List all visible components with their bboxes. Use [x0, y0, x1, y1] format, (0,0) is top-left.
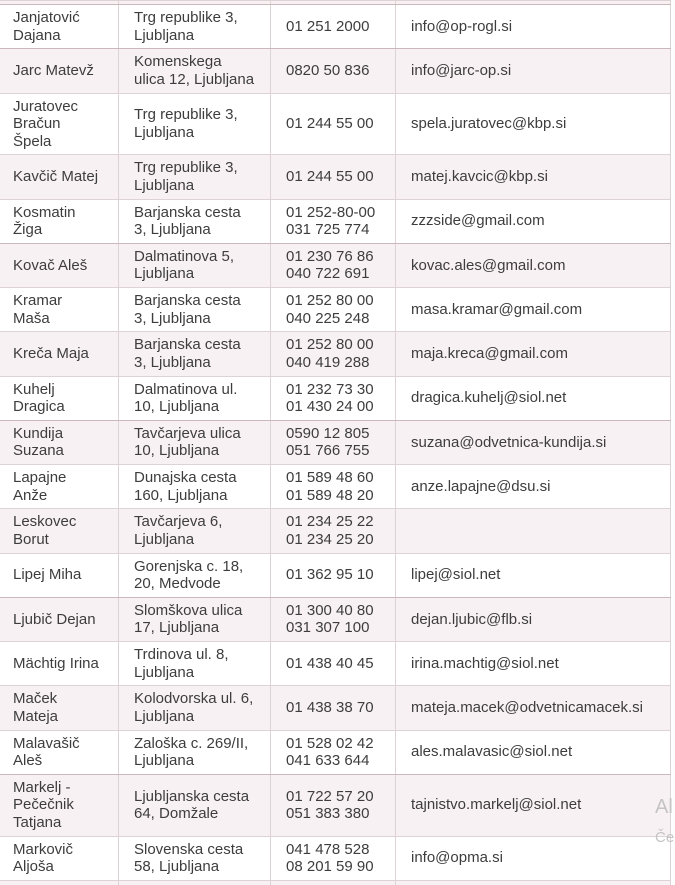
phone-text: 040 225 248 [286, 309, 370, 327]
phone-cell [271, 730, 396, 774]
table-cell [396, 880, 671, 885]
phone-cell [271, 243, 396, 287]
phone-cell [271, 836, 396, 880]
name-cell [0, 243, 119, 287]
phone-text: 01 234 25 20 [286, 530, 374, 548]
name-text: Lapajne [13, 469, 67, 487]
phone-text: 01 528 02 42 [286, 734, 374, 752]
address-text: Trg republike 3, [134, 159, 238, 177]
name-text: Ljubič Dejan [13, 610, 96, 628]
phone-cell [271, 288, 396, 332]
windows-activation-watermark-subtitle: Če [655, 829, 675, 846]
email-cell [396, 686, 671, 730]
name-cell [0, 376, 119, 420]
address-text: Ljubljana [134, 26, 195, 44]
phone-text: 01 589 48 60 [286, 469, 374, 487]
name-cell [0, 288, 119, 332]
address-text: 3, Ljubljana [134, 221, 211, 239]
email-cell [396, 836, 671, 880]
address-cell [119, 836, 271, 880]
address-text: Slomškova ulica [134, 601, 243, 619]
phone-text: 0820 50 836 [286, 62, 370, 80]
address-cell [119, 93, 271, 155]
table-cell [0, 880, 119, 885]
address-text: Dalmatinova ul. [134, 380, 238, 398]
email-cell [396, 243, 671, 287]
address-cell [119, 155, 271, 199]
address-text: 3, Ljubljana [134, 309, 211, 327]
address-text: Slovenska cesta [134, 840, 244, 858]
address-text: Tavčarjeva 6, [134, 513, 223, 531]
phone-cell [271, 155, 396, 199]
address-text: 10, Ljubljana [134, 442, 220, 460]
table-row [0, 5, 671, 49]
table-row [0, 288, 671, 332]
email-cell [396, 376, 671, 420]
email-cell [396, 553, 671, 597]
address-cell [119, 774, 271, 836]
table-row [0, 597, 671, 641]
address-cell [119, 553, 271, 597]
name-cell [0, 597, 119, 641]
name-text: Tatjana [13, 813, 62, 831]
table-row-partial [0, 880, 671, 885]
phone-cell [271, 199, 396, 243]
phone-cell [271, 465, 396, 509]
email-cell [396, 288, 671, 332]
address-text: Ljubljana [134, 752, 195, 770]
email-link[interactable]: mateja.macek@odvetnicamacek.si [411, 699, 643, 717]
phone-cell [271, 93, 396, 155]
name-cell [0, 420, 119, 464]
table-cell [271, 880, 396, 885]
address-text: Barjanska cesta [134, 203, 241, 221]
address-text: Dunajska cesta [134, 469, 237, 487]
address-text: Tavčarjeva ulica [134, 424, 241, 442]
phone-cell [271, 686, 396, 730]
email-link[interactable]: info@op-rogl.si [411, 17, 513, 35]
table-cell [119, 880, 271, 885]
address-text: Trg republike 3, [134, 9, 238, 27]
phone-text: 031 725 774 [286, 221, 370, 239]
phone-text: 031 307 100 [286, 619, 370, 637]
phone-cell [271, 332, 396, 376]
phone-text: 051 383 380 [286, 805, 370, 823]
name-cell [0, 332, 119, 376]
phone-cell [271, 774, 396, 836]
address-text: Trg republike 3, [134, 106, 238, 124]
address-text: Gorenjska c. 18, [134, 557, 244, 575]
email-cell [396, 332, 671, 376]
name-cell [0, 509, 119, 553]
phone-cell [271, 49, 396, 93]
phone-cell [271, 420, 396, 464]
name-text: Kreča Maja [13, 345, 89, 363]
phone-cell [271, 642, 396, 686]
address-cell [119, 5, 271, 49]
name-text: Markovič [13, 840, 74, 858]
name-text: Aleš [13, 752, 43, 770]
name-text: Špela [13, 132, 52, 150]
address-text: Trdinova ul. 8, [134, 646, 229, 664]
name-text: Aljoša [13, 858, 54, 876]
phone-text: 01 430 24 00 [286, 398, 374, 416]
name-cell [0, 553, 119, 597]
address-text: Zaloška c. 269/II, [134, 734, 249, 752]
phone-text: 08 201 59 90 [286, 858, 374, 876]
name-cell [0, 5, 119, 49]
name-text: Bračun [13, 115, 61, 133]
email-link[interactable]: matej.kavcic@kbp.si [411, 168, 548, 186]
email-link[interactable]: irina.machtig@siol.net [411, 654, 559, 672]
table-row [0, 553, 671, 597]
email-link[interactable]: info@opma.si [411, 849, 503, 867]
phone-text: 01 244 55 00 [286, 168, 374, 186]
name-cell [0, 199, 119, 243]
phone-text: 041 478 528 [286, 840, 370, 858]
table-row [0, 155, 671, 199]
email-cell [396, 5, 671, 49]
phone-text: 01 252-80-00 [286, 203, 376, 221]
phone-cell [271, 553, 396, 597]
name-text: Leskovec [13, 513, 77, 531]
address-text: Barjanska cesta [134, 336, 241, 354]
email-link[interactable]: maja.kreca@gmail.com [411, 345, 568, 363]
phone-cell [271, 5, 396, 49]
table-row [0, 243, 671, 287]
phone-text: 01 251 2000 [286, 17, 370, 35]
address-text: Ljubljanska cesta [134, 787, 250, 805]
name-cell [0, 93, 119, 155]
name-text: Kramar [13, 292, 63, 310]
table-row [0, 376, 671, 420]
address-text: Dalmatinova 5, [134, 247, 235, 265]
address-cell [119, 332, 271, 376]
name-text: Kosmatin [13, 203, 76, 221]
table-row [0, 642, 671, 686]
table-row [0, 509, 671, 553]
email-link[interactable]: anze.lapajne@dsu.si [411, 477, 551, 495]
name-text: Markelj - [13, 778, 71, 796]
email-link[interactable]: spela.juratovec@kbp.si [411, 115, 567, 133]
address-text: Ljubljana [134, 663, 195, 681]
address-cell [119, 420, 271, 464]
address-cell [119, 288, 271, 332]
table-row [0, 836, 671, 880]
name-text: Mateja [13, 707, 59, 725]
name-text: Anže [13, 486, 48, 504]
address-text: 10, Ljubljana [134, 398, 220, 416]
name-cell [0, 155, 119, 199]
name-text: Kundija [13, 424, 64, 442]
name-text: Borut [13, 530, 49, 548]
email-link[interactable]: dejan.ljubic@flb.si [411, 610, 533, 628]
address-text: Kolodvorska ul. 6, [134, 690, 254, 708]
address-cell [119, 199, 271, 243]
name-text: Mächtig Irina [13, 654, 99, 672]
phone-text: 01 438 40 45 [286, 654, 374, 672]
name-text: Žiga [13, 221, 43, 239]
table-row [0, 93, 671, 155]
email-link[interactable]: zzzside@gmail.com [411, 212, 545, 230]
email-cell [396, 642, 671, 686]
phone-text: 040 722 691 [286, 265, 370, 283]
name-cell [0, 686, 119, 730]
name-cell [0, 465, 119, 509]
address-text: 3, Ljubljana [134, 353, 211, 371]
email-cell [396, 420, 671, 464]
name-text: Dragica [13, 398, 65, 416]
email-cell [396, 49, 671, 93]
address-text: 64, Domžale [134, 805, 219, 823]
phone-text: 01 589 48 20 [286, 486, 374, 504]
name-cell [0, 836, 119, 880]
email-cell [396, 93, 671, 155]
email-cell [396, 597, 671, 641]
phone-text: 01 232 73 30 [286, 380, 374, 398]
phone-cell [271, 597, 396, 641]
address-text: 58, Ljubljana [134, 858, 220, 876]
phone-text: 01 230 76 86 [286, 247, 374, 265]
name-cell [0, 774, 119, 836]
name-cell [0, 730, 119, 774]
table-row [0, 420, 671, 464]
name-cell [0, 49, 119, 93]
email-link[interactable]: lipej@siol.net [411, 566, 501, 584]
name-text: Maša [13, 309, 50, 327]
email-cell [396, 509, 671, 553]
table-row [0, 730, 671, 774]
address-text: Ljubljana [134, 176, 195, 194]
phone-text: 01 252 80 00 [286, 292, 374, 310]
address-cell [119, 686, 271, 730]
name-text: Maček [13, 690, 58, 708]
address-text: 20, Medvode [134, 575, 221, 593]
email-cell [396, 465, 671, 509]
name-text: Juratovec [13, 97, 79, 115]
phone-text: 041 633 644 [286, 752, 370, 770]
email-link[interactable]: masa.kramar@gmail.com [411, 300, 583, 318]
phone-cell [271, 509, 396, 553]
table-body [0, 1, 671, 885]
email-link[interactable]: ales.malavasic@siol.net [411, 743, 573, 761]
name-text: Jarc Matevž [13, 62, 94, 80]
phone-text: 01 722 57 20 [286, 787, 374, 805]
address-text: 160, Ljubljana [134, 486, 228, 504]
table-row [0, 774, 671, 836]
address-cell [119, 49, 271, 93]
phone-text: 040 419 288 [286, 353, 370, 371]
phone-text: 01 438 38 70 [286, 699, 374, 717]
email-cell [396, 730, 671, 774]
address-cell [119, 597, 271, 641]
phone-text: 01 252 80 00 [286, 336, 374, 354]
table-row [0, 686, 671, 730]
phone-text: 01 244 55 00 [286, 115, 374, 133]
table-row [0, 49, 671, 93]
name-text: Kovač Aleš [13, 256, 88, 274]
name-text: Janjatović [13, 9, 80, 27]
email-link[interactable]: tajnistvo.markelj@siol.net [411, 796, 582, 814]
address-text: Barjanska cesta [134, 292, 241, 310]
address-text: 17, Ljubljana [134, 619, 220, 637]
email-cell [396, 774, 671, 836]
name-cell [0, 642, 119, 686]
email-link[interactable]: info@jarc-op.si [411, 62, 512, 80]
email-link[interactable]: suzana@odvetnica-kundija.si [411, 433, 607, 451]
phone-cell [271, 376, 396, 420]
name-text: Kavčič Matej [13, 168, 99, 186]
name-text: Pečečnik [13, 796, 74, 814]
address-text: Ljubljana [134, 265, 195, 283]
name-text: Dajana [13, 26, 61, 44]
table-row [0, 199, 671, 243]
address-text: ulica 12, Ljubljana [134, 70, 255, 88]
phone-text: 01 362 95 10 [286, 566, 374, 584]
address-cell [119, 642, 271, 686]
email-cell [396, 199, 671, 243]
email-cell [396, 155, 671, 199]
email-link[interactable]: kovac.ales@gmail.com [411, 256, 566, 274]
address-cell [119, 509, 271, 553]
phone-text: 01 300 40 80 [286, 601, 374, 619]
name-text: Lipej Miha [13, 566, 82, 584]
phone-text: 01 234 25 22 [286, 513, 374, 531]
name-text: Kuhelj [13, 380, 55, 398]
address-cell [119, 243, 271, 287]
address-text: Ljubljana [134, 707, 195, 725]
phone-text: 0590 12 805 [286, 424, 370, 442]
email-link[interactable]: dragica.kuhelj@siol.net [411, 389, 567, 407]
address-cell [119, 730, 271, 774]
name-text: Suzana [13, 442, 64, 460]
address-text: Komenskega [134, 53, 222, 71]
address-cell [119, 465, 271, 509]
address-text: Ljubljana [134, 530, 195, 548]
windows-activation-watermark-title: Al [655, 796, 673, 818]
table-row [0, 465, 671, 509]
address-text: Ljubljana [134, 123, 195, 141]
phone-text: 051 766 755 [286, 442, 370, 460]
table-row [0, 332, 671, 376]
name-text: Malavašič [13, 734, 80, 752]
address-cell [119, 376, 271, 420]
